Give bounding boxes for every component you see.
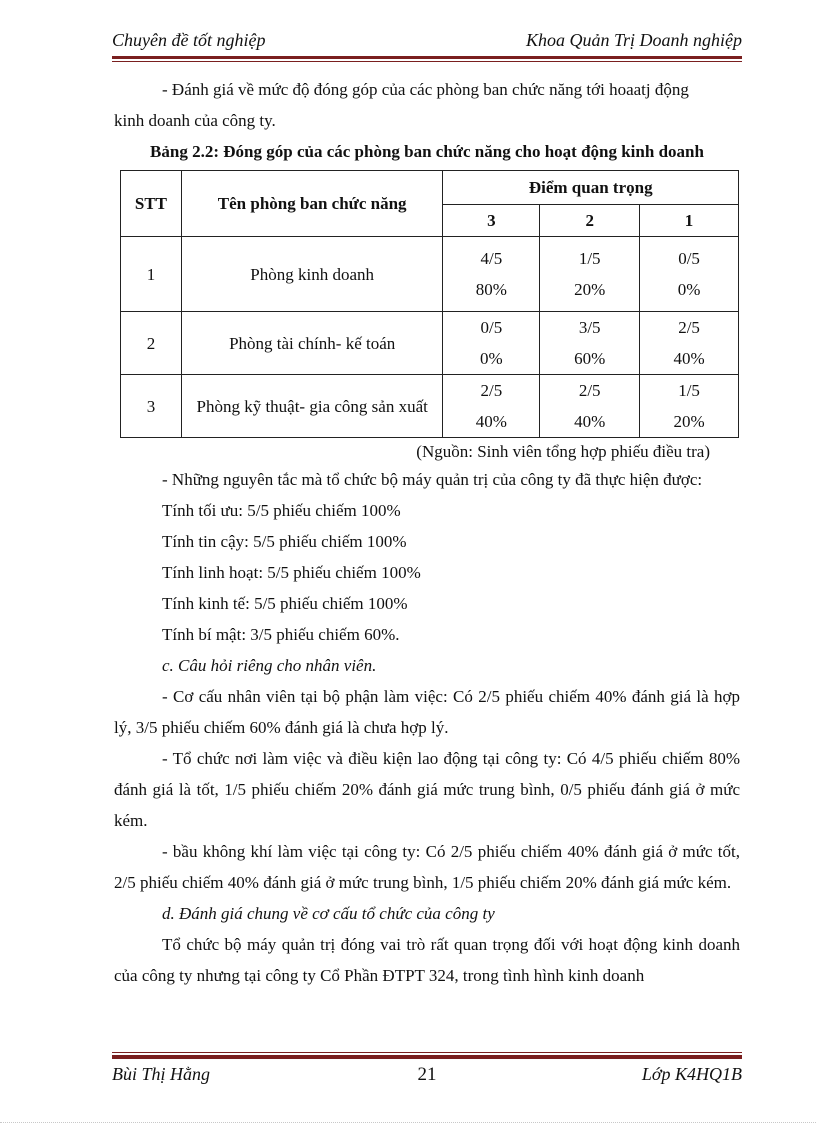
row-cell-score-1 — [640, 375, 739, 438]
principle-item: Tính tối ưu: 5/5 phiếu chiếm 100% — [162, 501, 401, 520]
cell-percent: 20% — [673, 412, 705, 431]
cell-count: 1/5 — [678, 381, 700, 400]
page-content — [114, 74, 740, 991]
cell-percent: 80% — [475, 280, 507, 299]
footer-rule-thick — [112, 1055, 742, 1059]
header-left-text: Chuyên đề tốt nghiệp — [112, 30, 266, 50]
principle-item: Tính linh hoạt: 5/5 phiếu chiếm 100% — [162, 563, 421, 582]
principles-lead: - Những nguyên tắc mà tổ chức bộ máy quản trị của công ty đã thực hiện được: — [162, 470, 703, 489]
header-score-3: 3 — [443, 205, 540, 237]
cell-percent: 20% — [574, 280, 606, 299]
row-dept-name: Phòng kinh doanh — [181, 237, 443, 312]
row-cell-score-1 — [640, 312, 739, 375]
cell-percent: 0% — [480, 349, 503, 368]
row-cell-score-2 — [540, 237, 640, 312]
page-number: 21 — [417, 1064, 437, 1085]
header-score-1: 1 — [640, 205, 739, 237]
cell-count: 2/5 — [578, 381, 601, 400]
cell-count: 3/5 — [578, 318, 601, 337]
cell-count: 0/5 — [678, 249, 700, 268]
section-d-paragraph: Tổ chức bộ máy quản trị đóng vai trò rất quan trọng đối với hoạt động kinh doanh của công ty nhưng tại công ty Cổ Phần ĐTPT 324, trong tình hình kinh doanh — [114, 935, 740, 985]
row-stt: 1 — [121, 237, 182, 312]
row-stt: 2 — [121, 312, 182, 375]
row-cell-score-2 — [540, 375, 640, 438]
table-caption: Bảng 2.2: Đóng góp của các phòng ban chức năng cho hoạt động kinh doanh — [150, 142, 704, 161]
cell-percent: 40% — [574, 412, 606, 431]
section-c-paragraph: - bầu không khí làm việc tại công ty: Có 2/5 phiếu chiếm 40% đánh giá ở mức tốt, 2/5 phiếu chiếm 40% đánh giá ở mức trung bình, 1/5 phiếu chiếm 20% đánh giá mức kém. — [114, 842, 740, 892]
row-stt: 3 — [121, 375, 182, 438]
table-row — [121, 375, 739, 438]
page-header — [112, 30, 742, 54]
section-d-heading: d. Đánh giá chung về cơ cấu tổ chức của công ty — [162, 904, 495, 923]
contribution-table — [120, 170, 739, 438]
section-c-paragraph: - Tổ chức nơi làm việc và điều kiện lao động tại công ty: Có 4/5 phiếu chiếm 80% đánh giá là tốt, 1/5 phiếu chiếm 20% đánh giá mức trung bình, 0/5 phiếu đánh giá ở mức kém. — [114, 749, 740, 830]
cell-count: 4/5 — [480, 249, 503, 268]
row-cell-score-1 — [640, 237, 739, 312]
header-dept-name: Tên phòng ban chức năng — [181, 171, 443, 237]
principle-item: Tính tin cậy: 5/5 phiếu chiếm 100% — [162, 532, 407, 551]
cell-percent: 40% — [475, 412, 507, 431]
section-c-paragraph: - Cơ cấu nhân viên tại bộ phận làm việc: Có 2/5 phiếu chiếm 40% đánh giá là hợp lý, 3/5 phiếu chiếm 60% đánh giá là chưa hợp lý. — [114, 687, 740, 737]
row-dept-name: Phòng tài chính- kế toán — [181, 312, 443, 375]
section-c-heading: c. Câu hỏi riêng cho nhân viên. — [162, 656, 377, 675]
cell-count: 0/5 — [480, 318, 503, 337]
row-cell-score-3 — [443, 237, 540, 312]
cell-percent: 40% — [673, 349, 705, 368]
cell-count: 2/5 — [678, 318, 700, 337]
table-row — [121, 237, 739, 312]
header-stt: STT — [121, 171, 182, 237]
header-rule-thick — [112, 56, 742, 59]
table-source-note: (Nguồn: Sinh viên tổng hợp phiếu điều tra) — [416, 442, 710, 461]
cell-count: 1/5 — [578, 249, 601, 268]
row-cell-score-3 — [443, 375, 540, 438]
footer-class: Lớp K4HQ1B — [641, 1064, 742, 1084]
footer-rule-thin — [112, 1052, 742, 1053]
row-dept-name: Phòng kỹ thuật- gia công sản xuất — [181, 375, 443, 438]
row-cell-score-2 — [540, 312, 640, 375]
cell-percent: 60% — [574, 349, 606, 368]
header-right-text: Khoa Quản Trị Doanh nghiệp — [525, 30, 742, 50]
header-score: Điểm quan trọng — [443, 171, 739, 205]
intro-line-2: kinh doanh của công ty. — [114, 111, 276, 130]
footer-author: Bùi Thị Hằng — [112, 1064, 211, 1084]
row-cell-score-3 — [443, 312, 540, 375]
header-rule-thin — [112, 61, 742, 62]
cell-count: 2/5 — [480, 381, 503, 400]
principle-item: Tính kinh tế: 5/5 phiếu chiếm 100% — [162, 594, 408, 613]
table-row — [121, 312, 739, 375]
cell-percent: 0% — [677, 280, 701, 299]
principle-item: Tính bí mật: 3/5 phiếu chiếm 60%. — [162, 625, 400, 644]
page-footer — [112, 1064, 742, 1088]
header-score-2: 2 — [540, 205, 640, 237]
intro-line-1: - Đánh giá về mức độ đóng góp của các phòng ban chức năng tới hoaatj động — [162, 80, 689, 99]
